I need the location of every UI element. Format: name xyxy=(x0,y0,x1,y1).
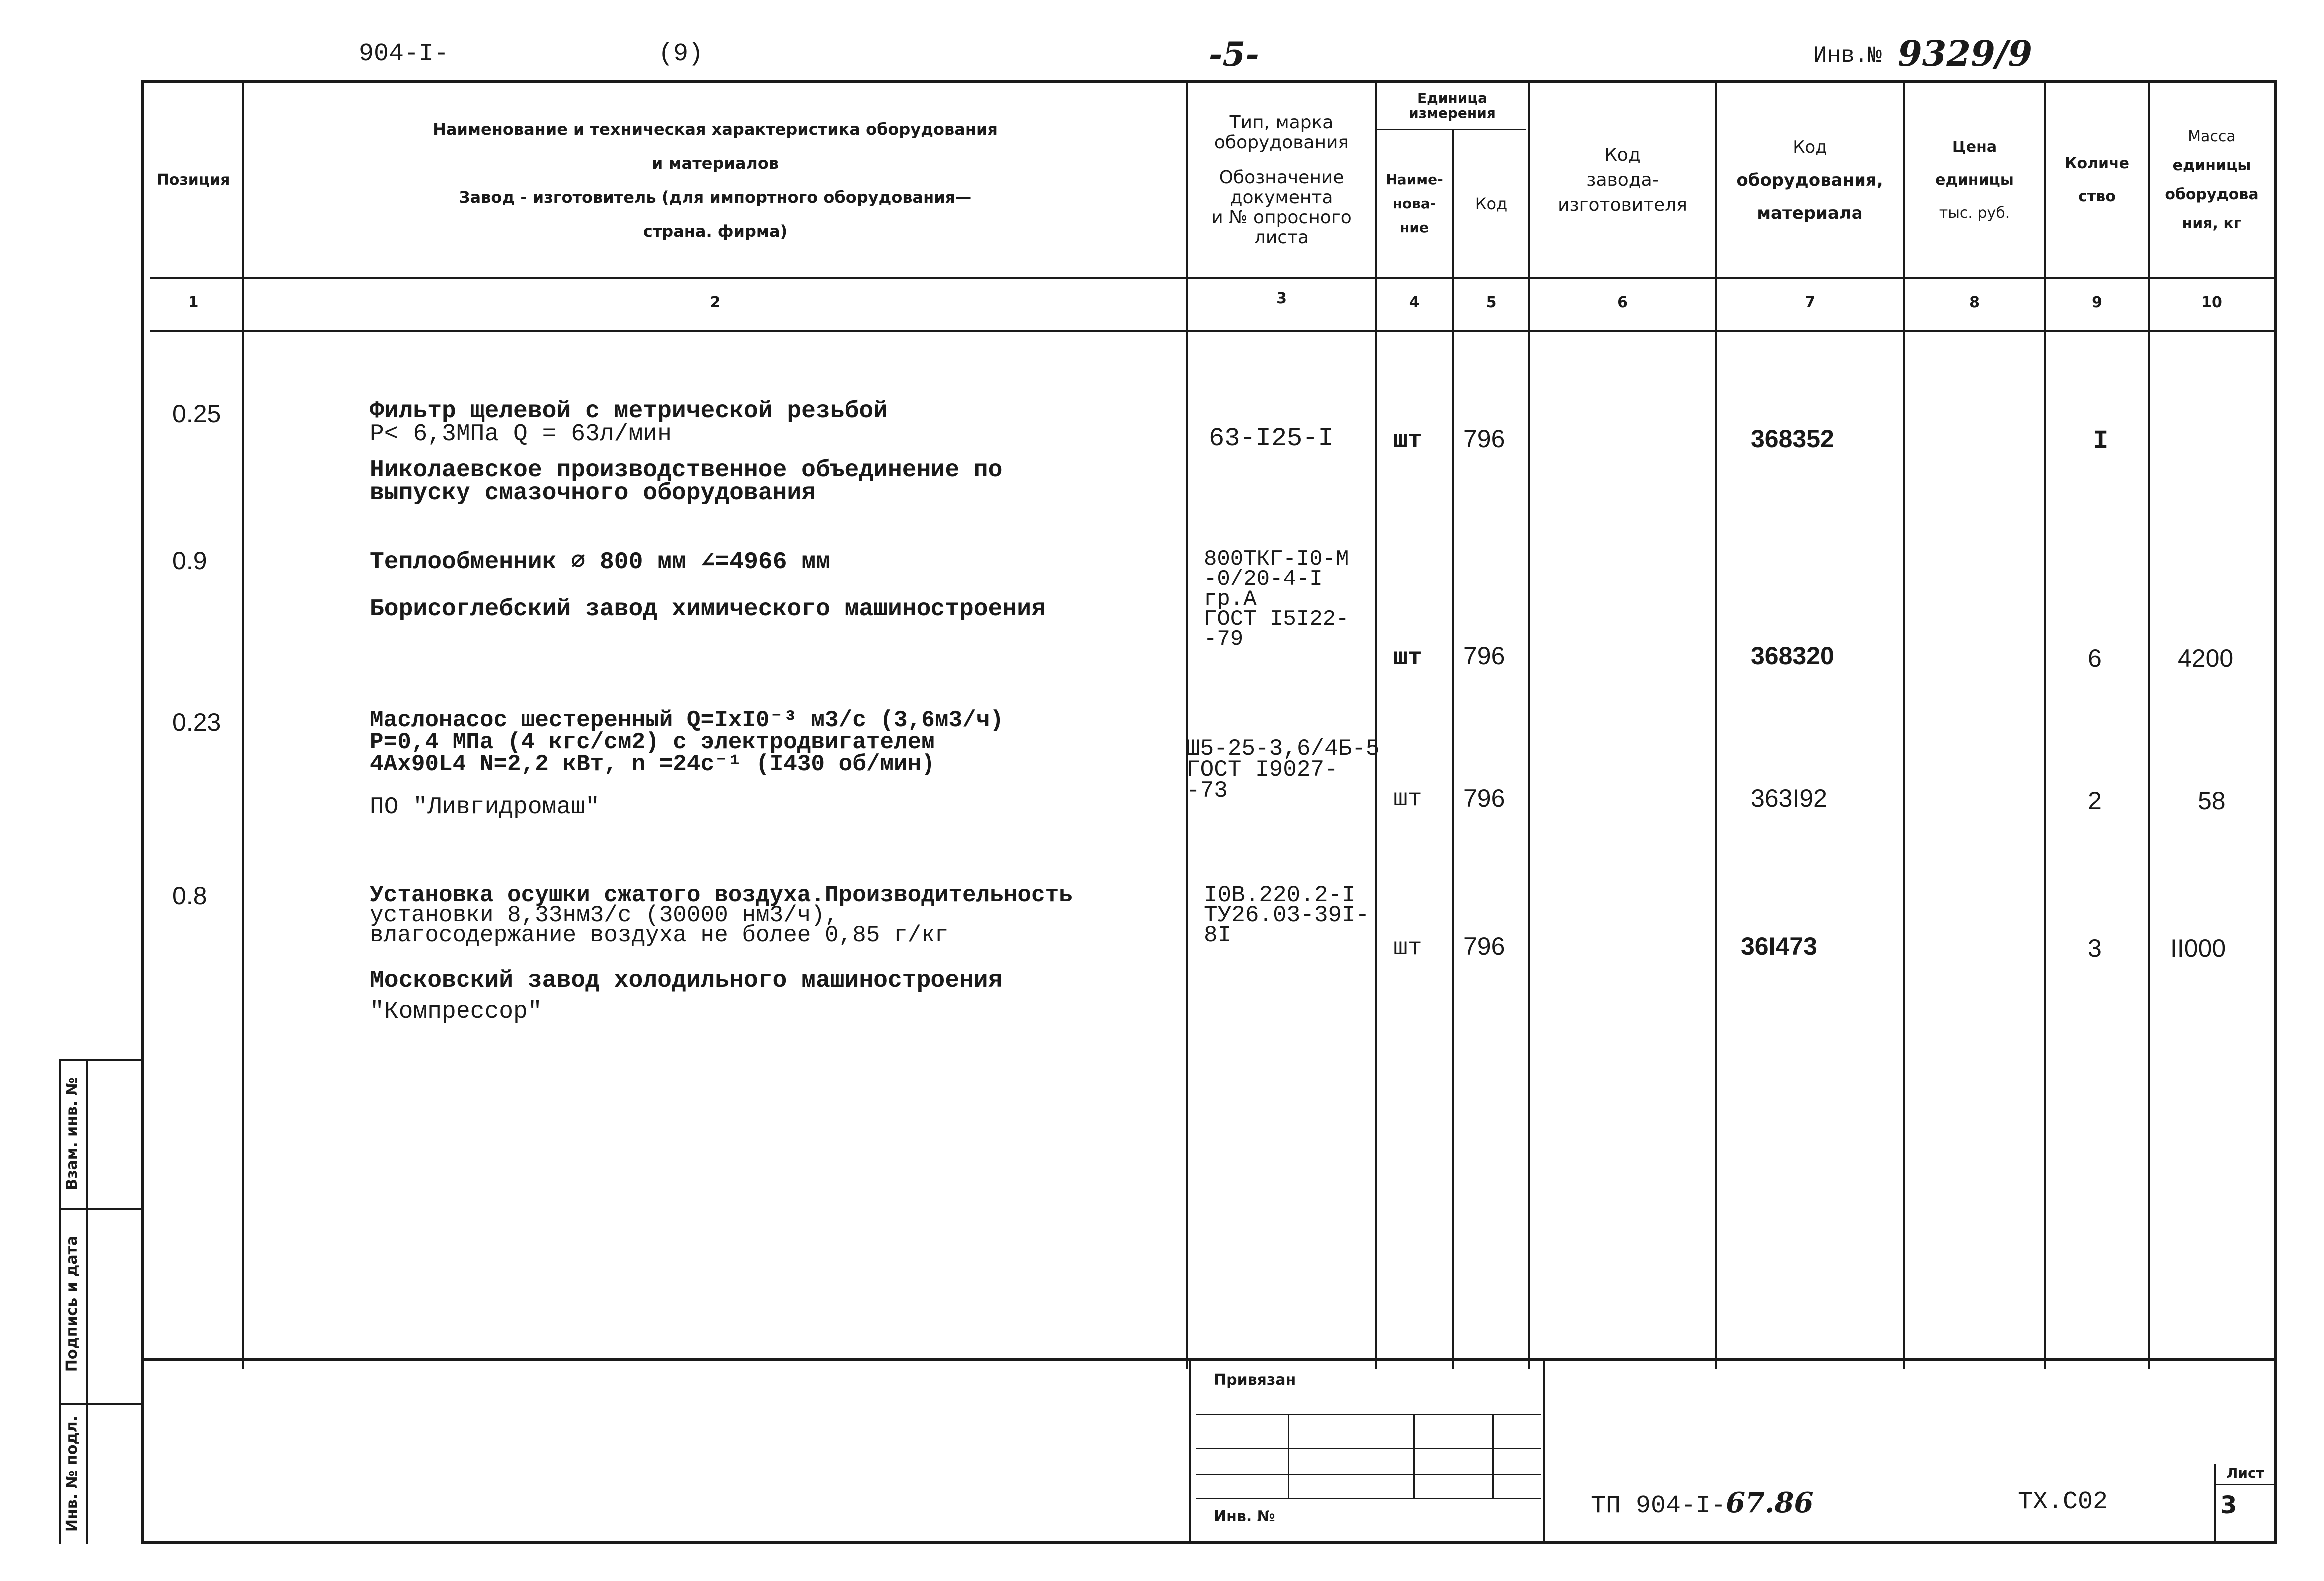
inv-label: Инв.№ xyxy=(1813,43,1882,69)
col-plant-code-line3: изготовителя xyxy=(1558,194,1687,215)
col-line-4 xyxy=(1452,129,1454,1369)
stamp-grid-v2 xyxy=(1413,1414,1415,1499)
col-unit-group-line1: Единица xyxy=(1417,90,1487,106)
row4-type-line2: ТУ26.03-39I- xyxy=(1204,902,1370,928)
row4-unit: шт xyxy=(1394,935,1422,962)
header-bottom-line xyxy=(150,277,2274,279)
col-unit-name-line3: ние xyxy=(1400,219,1429,236)
frame-bottom xyxy=(141,1541,2277,1544)
row2-pos: 0.9 xyxy=(172,547,207,575)
col-number-5: 5 xyxy=(1486,294,1497,311)
row4-equip-code: 36I473 xyxy=(1741,932,1817,960)
row4-name xyxy=(370,882,1073,948)
col-unit-group-line2: измерения xyxy=(1409,105,1496,121)
col-unit-code-header xyxy=(1454,130,1528,277)
row3-type-line3: -73 xyxy=(1186,778,1228,804)
row4-name-line2: установки 8,33нм3/с (30000 нм3/ч), xyxy=(370,902,839,928)
row4-unit-code: 796 xyxy=(1463,932,1505,960)
row1-equip-code: 368352 xyxy=(1751,425,1834,453)
col-type-line4: документа xyxy=(1230,187,1333,208)
row4-maker-line2: "Компрессор" xyxy=(370,998,542,1025)
side-band-left-line xyxy=(59,1059,61,1544)
row4-type-line1: I0В.220.2-I xyxy=(1204,882,1356,908)
row1-maker xyxy=(370,459,1002,505)
row4-name-line1: Установка осушки сжатого воздуха.Производительность xyxy=(370,882,1073,908)
col-qty-line1: Количе xyxy=(2064,154,2130,172)
col-unit-name-line1: Наиме- xyxy=(1386,171,1443,188)
row4-type-line3: 8I xyxy=(1204,922,1232,948)
row2-type-line1: 800ТКГ-I0-М xyxy=(1204,547,1349,572)
stamp-grid-h3 xyxy=(1196,1474,1541,1475)
row3-mass: 58 xyxy=(2198,787,2226,815)
col-price-line1: Цена xyxy=(1952,138,1997,156)
col-name-line1: Наименование и техническая характеристика оборудования xyxy=(433,119,998,139)
row1-pos: 0.25 xyxy=(172,400,221,428)
col-name-header xyxy=(244,83,1186,277)
row4-type xyxy=(1204,882,1370,948)
col-plant-code-line1: Код xyxy=(1604,144,1641,165)
row1-unit: шт xyxy=(1394,427,1422,454)
col-name-line4: страна. фирма) xyxy=(643,221,788,241)
row1-name-line1: Фильтр щелевой с метрической резьбой xyxy=(370,398,888,425)
col-unit-code-label: Код xyxy=(1475,194,1508,213)
row1-type: 63-I25-I xyxy=(1209,424,1334,453)
row2-type-line3: гр.А xyxy=(1204,587,1257,612)
col-name-line3: Завод - изготовитель (для импортного оборудования— xyxy=(459,187,972,207)
row2-name: Теплообменник ∅ 800 мм ∠=4966 мм xyxy=(370,549,830,576)
side-podpis-label: Подпись и дата xyxy=(63,1235,81,1372)
col-number-4: 4 xyxy=(1409,294,1420,311)
col-type-line1: Тип, марка xyxy=(1229,112,1334,133)
col-unit-name-header xyxy=(1377,130,1452,277)
page-number: -5- xyxy=(1209,35,1259,74)
col-number-9: 9 xyxy=(2092,294,2102,311)
col-type-line2: оборудования xyxy=(1214,132,1349,153)
row3-name-line2: P=0,4 МПа (4 кгс/см2) с электродвигателем xyxy=(370,729,935,755)
row3-unit: шт xyxy=(1394,786,1422,813)
col-number-1: 1 xyxy=(188,294,199,311)
row1-name xyxy=(370,400,888,446)
row2-qty: 6 xyxy=(2088,644,2102,672)
col-qty-line2: ство xyxy=(2078,187,2116,205)
col-price-line3: тыс. руб. xyxy=(1939,204,2010,222)
col-type-line5: и № опросного xyxy=(1211,207,1352,228)
stamp-grid-h1 xyxy=(1196,1414,1541,1415)
col-number-10: 10 xyxy=(2201,294,2222,311)
col-mass-header xyxy=(2150,83,2274,277)
stamp-grid-h2 xyxy=(1196,1448,1541,1449)
stamp-grid-v3 xyxy=(1492,1414,1494,1499)
doc-part: (9) xyxy=(658,40,704,68)
row2-type-line5: -79 xyxy=(1204,627,1244,652)
stamp-sheet-code: ТХ.С02 xyxy=(2018,1488,2108,1516)
row3-equip-code: 363I92 xyxy=(1751,784,1827,812)
stamp-sheet-label: Лист xyxy=(2226,1465,2264,1481)
row2-type xyxy=(1204,547,1349,652)
row1-unit-code: 796 xyxy=(1463,425,1505,453)
stamp-grid-h4 xyxy=(1196,1498,1541,1499)
side-band-mid-line xyxy=(86,1059,88,1544)
row3-type xyxy=(1186,736,1380,804)
side-inv-podl-label: Инв. № подл. xyxy=(63,1415,81,1532)
numbers-bottom-line xyxy=(150,330,2274,332)
stamp-doc-hand: 67.86 xyxy=(1726,1486,1814,1519)
row2-equip-code: 368320 xyxy=(1751,642,1834,670)
col-name-line2: и материалов xyxy=(651,153,779,173)
row3-name-line3: 4Ах90L4 N=2,2 кВт, n =24с⁻¹ (I430 об/мин) xyxy=(370,751,935,777)
col-type-header xyxy=(1188,83,1375,277)
col-mass-line2: единицы xyxy=(2172,156,2251,174)
col-number-3: 3 xyxy=(1276,290,1287,307)
row2-type-line2: -0/20-4-I xyxy=(1204,567,1323,592)
stamp-sheet-vline xyxy=(2214,1464,2216,1541)
row4-name-line3: влагосодержание воздуха не более 0,85 г/кг xyxy=(370,922,949,948)
col-number-8: 8 xyxy=(1969,294,1980,311)
col-number-2: 2 xyxy=(710,294,721,311)
row2-maker: Борисоглебский завод химического машиностроения xyxy=(370,596,1046,623)
col-price-header xyxy=(1905,83,2044,277)
row3-unit-code: 796 xyxy=(1463,784,1505,812)
row4-maker-line1: Московский завод холодильного машиностроения xyxy=(370,967,1003,994)
row3-qty: 2 xyxy=(2088,787,2102,815)
row2-type-line4: ГОСТ I5I22- xyxy=(1204,607,1349,632)
row3-name xyxy=(370,709,1004,775)
stamp-inv-no: Инв. № xyxy=(1214,1508,1275,1525)
col-equip-code-header xyxy=(1717,83,1903,277)
col-type-line3: Обозначение xyxy=(1219,167,1344,188)
side-vzam-label: Взам. инв. № xyxy=(63,1077,81,1190)
row1-qty: I xyxy=(2093,426,2109,456)
col-mass-line3: оборудова xyxy=(2165,185,2259,203)
row1-maker-line1: Николаевское производственное объединение по xyxy=(370,457,1003,484)
col-number-6: 6 xyxy=(1617,294,1628,311)
row3-type-line1: Ш5-25-3,6/4Б-5 xyxy=(1186,736,1380,762)
stamp-doc-prefix: ТП 904-I- xyxy=(1591,1492,1726,1520)
row4-maker xyxy=(370,965,1002,1027)
row2-unit: шт xyxy=(1394,645,1422,672)
col-unit-name-line2: нова- xyxy=(1393,195,1436,212)
side-band-top-line xyxy=(59,1059,141,1061)
row4-mass: II000 xyxy=(2170,934,2226,962)
stamp-top-line xyxy=(141,1358,2277,1361)
stamp-doc-number xyxy=(1591,1486,1813,1520)
col-price-line2: единицы xyxy=(1935,171,2014,189)
row1-name-line2: P< 6,3МПа Q = 63л/мин xyxy=(370,421,672,448)
col-plant-code-line2: завода- xyxy=(1586,169,1659,190)
col-equip-code-line1: Код xyxy=(1793,137,1827,157)
row3-maker: ПО "Ливгидромаш" xyxy=(370,794,600,821)
col-pos-label: Позиция xyxy=(156,171,230,189)
inv-number: 9329/9 xyxy=(1898,33,2033,74)
doc-code: 904-I- xyxy=(359,40,449,68)
row1-maker-line2: выпуску смазочного оборудования xyxy=(370,480,816,507)
row2-unit-code: 796 xyxy=(1463,642,1505,670)
row3-pos: 0.23 xyxy=(172,708,221,736)
stamp-mid-vline xyxy=(1543,1358,1545,1543)
row3-type-line2: ГОСТ I9027- xyxy=(1186,757,1338,783)
col-equip-code-line3: материала xyxy=(1757,203,1863,223)
stamp-privyazan: Привязан xyxy=(1214,1371,1296,1389)
col-mass-line1: Масса xyxy=(2188,127,2236,145)
row3-name-line1: Маслонасос шестеренный Q=IxI0⁻³ м3/с (3,6м3/ч) xyxy=(370,707,1004,733)
col-type-line6: листа xyxy=(1254,227,1309,248)
col-qty-header xyxy=(2046,83,2148,277)
col-mass-line4: ния, кг xyxy=(2182,214,2242,232)
row4-pos: 0.8 xyxy=(172,882,207,910)
col-number-7: 7 xyxy=(1805,294,1815,311)
stamp-sheet-hline xyxy=(2214,1484,2274,1485)
col-equip-code-line2: оборудования, xyxy=(1736,170,1883,190)
stamp-grid-v1 xyxy=(1288,1414,1289,1499)
stamp-left-vline xyxy=(1189,1358,1191,1543)
col-plant-code-header xyxy=(1530,83,1715,277)
col-pos-header xyxy=(144,83,242,277)
stamp-sheet-number: 3 xyxy=(2220,1491,2237,1519)
row2-mass: 4200 xyxy=(2178,644,2234,672)
col-unit-group-header xyxy=(1377,83,1528,129)
row4-qty: 3 xyxy=(2088,934,2102,962)
frame-right xyxy=(2274,80,2277,1544)
